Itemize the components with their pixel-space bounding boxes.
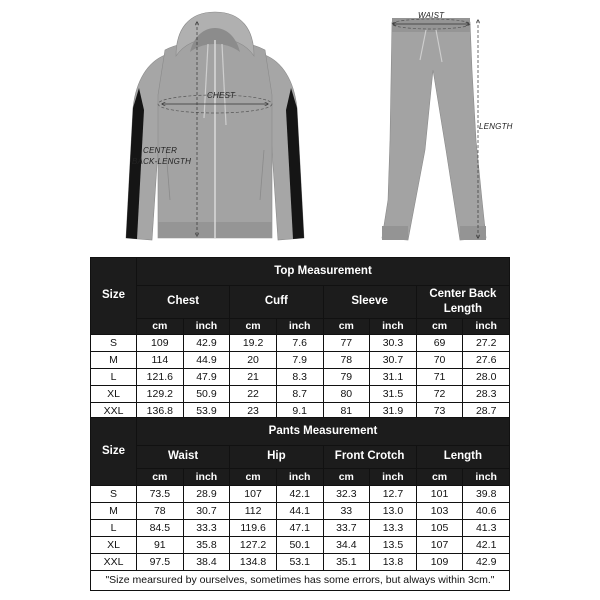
size-header: Size <box>91 258 137 335</box>
pants-image <box>382 18 486 240</box>
top-table-title: Top Measurement <box>137 258 510 286</box>
chest-header: Chest <box>137 286 230 319</box>
measurement-cell: 13.0 <box>370 503 417 520</box>
unit-header: cm <box>230 319 277 335</box>
measurement-cell: 105 <box>416 520 463 537</box>
footnote: "Size mearsured by ourselves, sometimes has some errors, but always within 3cm." <box>91 571 510 591</box>
measurement-cell: 28.7 <box>463 403 510 420</box>
size-cell: M <box>91 503 137 520</box>
measurement-cell: 34.4 <box>323 537 370 554</box>
measurement-cell: 73 <box>416 403 463 420</box>
table-row <box>91 503 510 520</box>
unit-header: cm <box>416 319 463 335</box>
measurement-cell: 47.1 <box>276 520 323 537</box>
measurement-cell: 81 <box>323 403 370 420</box>
measurement-cell: 109 <box>416 554 463 571</box>
measurement-cell: 53.1 <box>276 554 323 571</box>
table-row <box>91 386 510 403</box>
measurement-cell: 80 <box>323 386 370 403</box>
measurement-cell: 7.6 <box>276 335 323 352</box>
hip-header: Hip <box>230 446 323 469</box>
measurement-cell: 73.5 <box>137 486 184 503</box>
table-row <box>91 352 510 369</box>
table-row <box>91 537 510 554</box>
pants-table-title: Pants Measurement <box>137 418 510 446</box>
measurement-cell: 40.6 <box>463 503 510 520</box>
measurement-cell: 21 <box>230 369 277 386</box>
length-label: LENGTH <box>479 122 513 131</box>
unit-header: inch <box>276 319 323 335</box>
cuff-header: Cuff <box>230 286 323 319</box>
measurement-cell: 8.7 <box>276 386 323 403</box>
measurement-cell: 44.1 <box>276 503 323 520</box>
measurement-cell: 97.5 <box>137 554 184 571</box>
measurement-cell: 7.9 <box>276 352 323 369</box>
measurement-cell: 71 <box>416 369 463 386</box>
measurement-cell: 13.5 <box>370 537 417 554</box>
measurement-cell: 33.7 <box>323 520 370 537</box>
hoodie-image <box>126 12 304 240</box>
unit-header: inch <box>463 319 510 335</box>
measurement-cell: 35.8 <box>183 537 230 554</box>
chest-label: CHEST <box>207 91 236 100</box>
measurement-cell: 22 <box>230 386 277 403</box>
unit-header: cm <box>137 319 184 335</box>
measurement-cell: 77 <box>323 335 370 352</box>
measurement-cell: 31.1 <box>370 369 417 386</box>
measurement-cell: 31.9 <box>370 403 417 420</box>
top-measurement-table <box>90 257 510 420</box>
unit-header: inch <box>370 319 417 335</box>
unit-header: cm <box>416 469 463 486</box>
measurement-cell: 9.1 <box>276 403 323 420</box>
measurement-cell: 69 <box>416 335 463 352</box>
measurement-cell: 33.3 <box>183 520 230 537</box>
table-row <box>91 554 510 571</box>
measurement-cell: 136.8 <box>137 403 184 420</box>
measurement-cell: 19.2 <box>230 335 277 352</box>
measurement-cell: 27.2 <box>463 335 510 352</box>
measurement-cell: 78 <box>323 352 370 369</box>
measurement-cell: 79 <box>323 369 370 386</box>
waist-header: Waist <box>137 446 230 469</box>
unit-header: cm <box>323 469 370 486</box>
measurement-cell: 114 <box>137 352 184 369</box>
measurement-cell: 12.7 <box>370 486 417 503</box>
measurement-cell: 30.3 <box>370 335 417 352</box>
table-row <box>91 335 510 352</box>
measurement-cell: 42.1 <box>276 486 323 503</box>
measurement-cell: 119.6 <box>230 520 277 537</box>
unit-header: inch <box>370 469 417 486</box>
pants-body <box>382 22 486 240</box>
measurement-cell: 47.9 <box>183 369 230 386</box>
measurement-cell: 78 <box>137 503 184 520</box>
pants-measurement-table <box>90 417 510 591</box>
length-header: Length <box>416 446 509 469</box>
table-row <box>91 520 510 537</box>
unit-header: cm <box>230 469 277 486</box>
unit-header: cm <box>137 469 184 486</box>
measurement-cell: 109 <box>137 335 184 352</box>
table-row <box>91 486 510 503</box>
measurement-cell: 23 <box>230 403 277 420</box>
measurement-cell: 70 <box>416 352 463 369</box>
pants-right-cuff <box>460 226 486 240</box>
measurement-cell: 101 <box>416 486 463 503</box>
measurement-cell: 91 <box>137 537 184 554</box>
measurement-cell: 28.9 <box>183 486 230 503</box>
back-length-label: BACK-LENGTH <box>132 157 192 166</box>
measurement-cell: 30.7 <box>370 352 417 369</box>
measurement-cell: 103 <box>416 503 463 520</box>
measurement-cell: 31.5 <box>370 386 417 403</box>
size-cell: L <box>91 520 137 537</box>
measurement-cell: 35.1 <box>323 554 370 571</box>
measurement-cell: 13.3 <box>370 520 417 537</box>
measurement-cell: 32.3 <box>323 486 370 503</box>
measurement-cell: 42.9 <box>183 335 230 352</box>
measurement-cell: 121.6 <box>137 369 184 386</box>
measurement-cell: 72 <box>416 386 463 403</box>
pants-left-cuff <box>382 226 408 240</box>
measurement-cell: 127.2 <box>230 537 277 554</box>
size-cell: XXL <box>91 554 137 571</box>
measurement-cell: 38.4 <box>183 554 230 571</box>
center-back-length-header: Center Back Length <box>416 286 509 319</box>
waist-label: WAIST <box>418 11 445 20</box>
measurement-cell: 30.7 <box>183 503 230 520</box>
measurement-cell: 20 <box>230 352 277 369</box>
size-cell: XXL <box>91 403 137 420</box>
size-cell: XL <box>91 537 137 554</box>
measurement-cell: 42.1 <box>463 537 510 554</box>
measurement-cell: 44.9 <box>183 352 230 369</box>
size-cell: S <box>91 335 137 352</box>
measurement-cell: 84.5 <box>137 520 184 537</box>
unit-header: inch <box>183 319 230 335</box>
sleeve-header: Sleeve <box>323 286 416 319</box>
unit-header: inch <box>276 469 323 486</box>
measurement-cell: 50.1 <box>276 537 323 554</box>
size-cell: S <box>91 486 137 503</box>
measurement-cell: 28.3 <box>463 386 510 403</box>
measurement-cell: 112 <box>230 503 277 520</box>
size-cell: M <box>91 352 137 369</box>
measurement-cell: 33 <box>323 503 370 520</box>
unit-header: inch <box>463 469 510 486</box>
measurement-cell: 13.8 <box>370 554 417 571</box>
measurement-cell: 107 <box>416 537 463 554</box>
measurement-cell: 39.8 <box>463 486 510 503</box>
size-header: Size <box>91 418 137 486</box>
measurement-cell: 50.9 <box>183 386 230 403</box>
measurement-cell: 107 <box>230 486 277 503</box>
table-row <box>91 369 510 386</box>
measurement-cell: 53.9 <box>183 403 230 420</box>
measurement-cell: 129.2 <box>137 386 184 403</box>
measurement-cell: 28.0 <box>463 369 510 386</box>
size-cell: L <box>91 369 137 386</box>
size-cell: XL <box>91 386 137 403</box>
unit-header: inch <box>183 469 230 486</box>
unit-header: cm <box>323 319 370 335</box>
measurement-cell: 27.6 <box>463 352 510 369</box>
measurement-cell: 8.3 <box>276 369 323 386</box>
center-label: CENTER <box>143 146 178 155</box>
front-crotch-header: Front Crotch <box>323 446 416 469</box>
measurement-cell: 41.3 <box>463 520 510 537</box>
measurement-cell: 42.9 <box>463 554 510 571</box>
measurement-cell: 134.8 <box>230 554 277 571</box>
